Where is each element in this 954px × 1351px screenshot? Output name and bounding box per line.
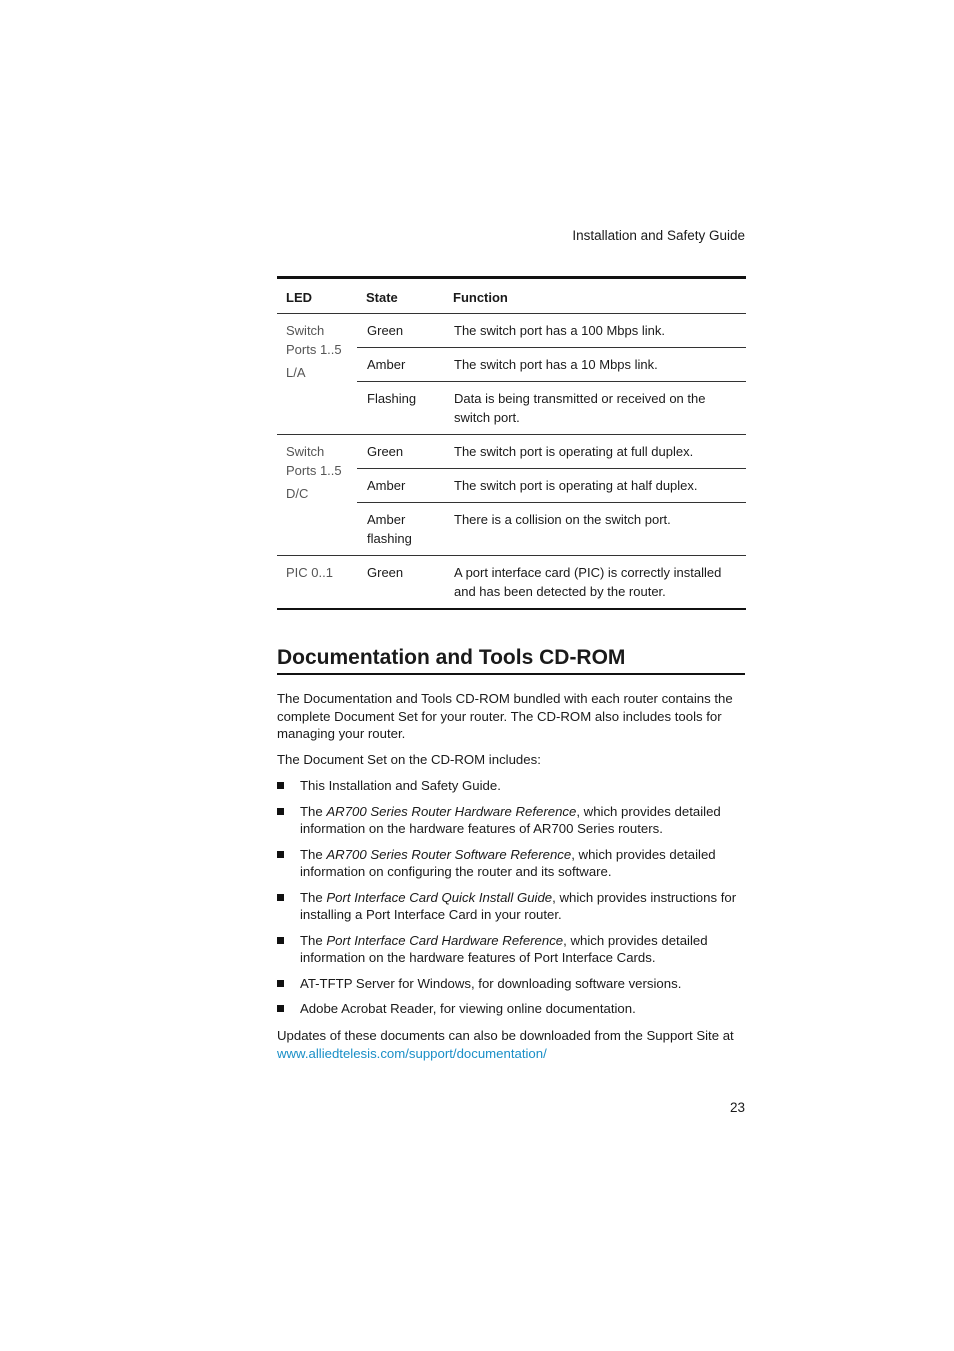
intro-paragraph: The Documentation and Tools CD-ROM bundled with each router contains the complete Document Set for your router. The CD-ROM also includes tools for managing your router. — [277, 691, 733, 741]
list-item-text: This Installation and Safety Guide. — [300, 778, 501, 793]
led-status-table — [277, 276, 746, 610]
state-cell: Green — [357, 435, 444, 469]
led-name: Switch Ports 1..5 — [286, 444, 342, 478]
list-item-text: AT-TFTP Server for Windows, for downloading software versions. — [300, 975, 682, 991]
function-cell: The switch port is operating at full duplex. — [444, 435, 746, 469]
list-item-text: The — [300, 889, 327, 905]
list-item — [277, 846, 747, 881]
function-cell: The switch port has a 100 Mbps link. — [444, 314, 746, 348]
list-item-text: , which provides detailed information on the hardware features of AR700 Series routers. — [300, 803, 721, 836]
list-item — [277, 889, 747, 924]
led-name-cell — [277, 556, 357, 610]
state-cell: Amber — [357, 348, 444, 382]
list-item-text: , which provides detailed information on configuring the router and its software. — [300, 846, 716, 879]
bullet-square-icon — [277, 1005, 284, 1012]
bullet-square-icon — [277, 937, 284, 944]
list-item-text: The — [300, 803, 327, 819]
bullet-square-icon — [277, 808, 284, 815]
list-item-text: , which provides detailed information on the hardware features of Port Interface Cards. — [300, 932, 708, 965]
list-item — [277, 1000, 747, 1018]
list-intro-paragraph: The Document Set on the CD-ROM includes: — [277, 752, 541, 767]
led-name: Switch Ports 1..5 — [286, 323, 342, 357]
state-cell: Green — [357, 314, 444, 348]
table-header-row — [277, 278, 746, 314]
function-cell: Data is being transmitted or received on the switch port. — [444, 382, 746, 435]
state-cell: Amber flashing — [357, 503, 444, 556]
list-item-text: , which provides instructions for installing a Port Interface Card in your router. — [300, 889, 737, 922]
led-name: PIC 0..1 — [286, 565, 333, 580]
updates-text: Updates of these documents can also be downloaded from the Support Site at — [277, 1028, 734, 1043]
document-title: Port Interface Card Hardware Reference — [326, 932, 564, 948]
list-item — [277, 803, 747, 838]
led-name-cell — [277, 314, 357, 435]
list-item — [277, 777, 747, 795]
column-header-function: Function — [444, 278, 746, 314]
led-subtype: D/C — [286, 486, 309, 501]
page-number: 23 — [729, 1100, 745, 1115]
bullet-square-icon — [277, 782, 284, 789]
list-item-text: The — [300, 846, 327, 862]
document-set-list — [277, 777, 747, 1026]
table-row — [277, 435, 746, 469]
table-row — [277, 314, 746, 348]
state-cell: Flashing — [357, 382, 444, 435]
state-cell: Amber — [357, 469, 444, 503]
column-header-state: State — [357, 278, 444, 314]
function-cell: A port interface card (PIC) is correctly installed and has been detected by the router. — [444, 556, 746, 610]
function-cell: The switch port is operating at half duplex. — [444, 469, 746, 503]
list-item — [277, 932, 747, 967]
running-header: Installation and Safety Guide — [572, 228, 745, 243]
documentation-link[interactable]: www.alliedtelesis.com/support/documentation/ — [277, 1045, 547, 1061]
updates-paragraph — [277, 1027, 747, 1062]
document-title: Port Interface Card Quick Install Guide — [326, 889, 553, 905]
list-item — [277, 975, 747, 993]
function-cell: There is a collision on the switch port. — [444, 503, 746, 556]
bullet-square-icon — [277, 894, 284, 901]
led-name-cell — [277, 435, 357, 556]
list-item-text: The — [300, 932, 327, 948]
document-title: AR700 Series Router Hardware Reference — [326, 803, 577, 819]
list-item-text: Adobe Acrobat Reader, for viewing online documentation. — [300, 1001, 636, 1016]
document-title: AR700 Series Router Software Reference — [326, 846, 572, 862]
state-cell: Green — [357, 556, 444, 610]
bullet-square-icon — [277, 980, 284, 987]
led-subtype: L/A — [286, 365, 306, 380]
function-cell: The switch port has a 10 Mbps link. — [444, 348, 746, 382]
column-header-led: LED — [277, 278, 357, 314]
section-heading: Documentation and Tools CD-ROM — [277, 644, 745, 675]
bullet-square-icon — [277, 851, 284, 858]
table-row — [277, 556, 746, 610]
